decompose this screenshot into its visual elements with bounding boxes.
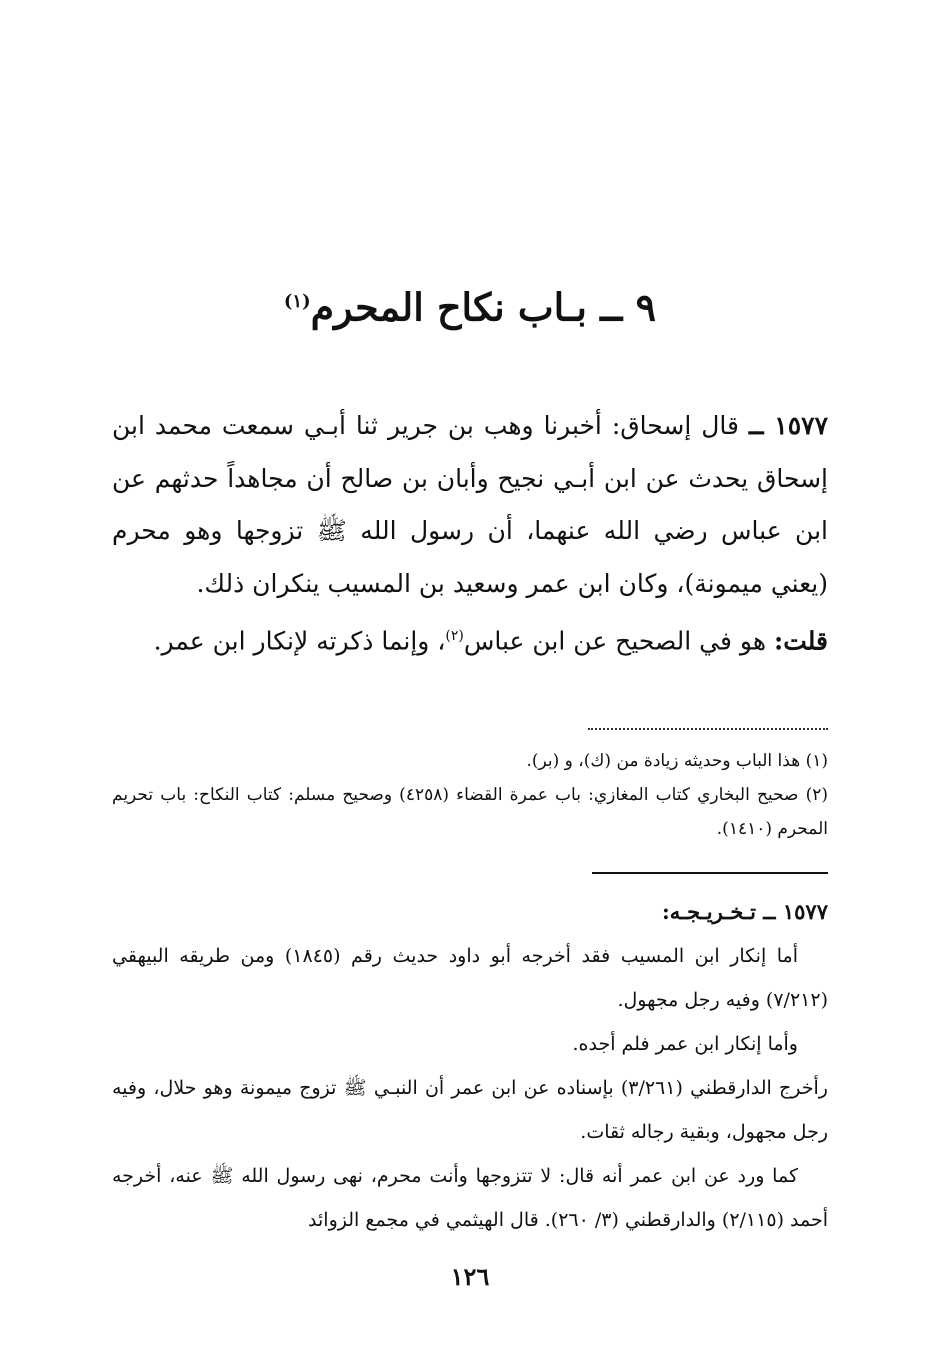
takhrij-paragraph: أما إنكار ابن المسيب فقد أخرجه أبو داود حديث رقم (١٨٤٥) ومن طريقه البيهقي (٧/٢١٢) وفيه رجل مجهول. <box>112 945 828 1011</box>
chapter-title-text: ٩ ــ بـاب نكاح المحرم <box>310 284 657 330</box>
qultu-label: قلت: <box>773 626 828 656</box>
footnote-2: (٢) صحيح البخاري كتاب المغازي: باب عمرة القضاء (٤٢٥٨) وصحيح مسلم: كتاب النكاح: باب تحريم المحرم (١٤١٠). <box>112 785 828 839</box>
hadith-paragraph <box>112 400 828 610</box>
footnote-1: (١) هذا الباب وحديثه زيادة من (ك)، و (بر). <box>526 751 828 771</box>
footnote-separator <box>588 716 828 730</box>
takhrij-heading: ١٥٧٧ ــ تـخـريـجـه: <box>661 899 828 924</box>
hadith-text: قال إسحاق: أخبرنا وهب بن جرير ثنا أبـي سمعت محمد ابن إسحاق يحدث عن ابن أبـي نجيح وأبان بن صالح أن مجاهداً حدثهم عن ابن عباس رضي الله عنهما، أن رسول الله ﷺ تزوجها وهو محرم (يعني ميمونة)، وكان ابن عمر وسعيد بن المسيب ينكران ذلك. <box>112 411 828 598</box>
takhrij-paragraph: كما ورد عن ابن عمر أنه قال: لا تتزوجها وأنت محرم، نهى رسول الله ﷺ عنه، أخرجه أحمد (٢/١١٥) والدارقطني (٣/ ٢٦٠). قال الهيثمي في مجمع الزوائد <box>112 1165 828 1231</box>
hadith-body <box>112 400 828 668</box>
takhrij-section <box>112 890 828 1242</box>
qultu-text-1: هو في الصحيح عن ابن عباس <box>463 626 767 656</box>
chapter-footnote-ref: (١) <box>283 291 311 312</box>
chapter-title <box>0 272 940 338</box>
takhrij-paragraph: رأخرج الدارقطني (٣/٢٦١) بإسناده عن ابن عمر أن النبـي ﷺ تزوج ميمونة وهو حلال، وفيه رجل مجهول، وبقية رجاله ثقات. <box>112 1077 828 1143</box>
qultu-footnote-ref: (٢) <box>445 628 464 644</box>
takhrij-divider <box>592 872 828 874</box>
takhrij-paragraph: وأما إنكار ابن عمر فلم أجده. <box>572 1033 798 1055</box>
author-note-paragraph <box>112 610 828 668</box>
footnotes <box>112 744 828 846</box>
page-number: ١٢٦ <box>450 1262 490 1291</box>
hadith-number: ١٥٧٧ ــ <box>748 411 828 440</box>
qultu-text-2: ، وإنما ذكرته لإنكار ابن عمر. <box>153 626 446 656</box>
